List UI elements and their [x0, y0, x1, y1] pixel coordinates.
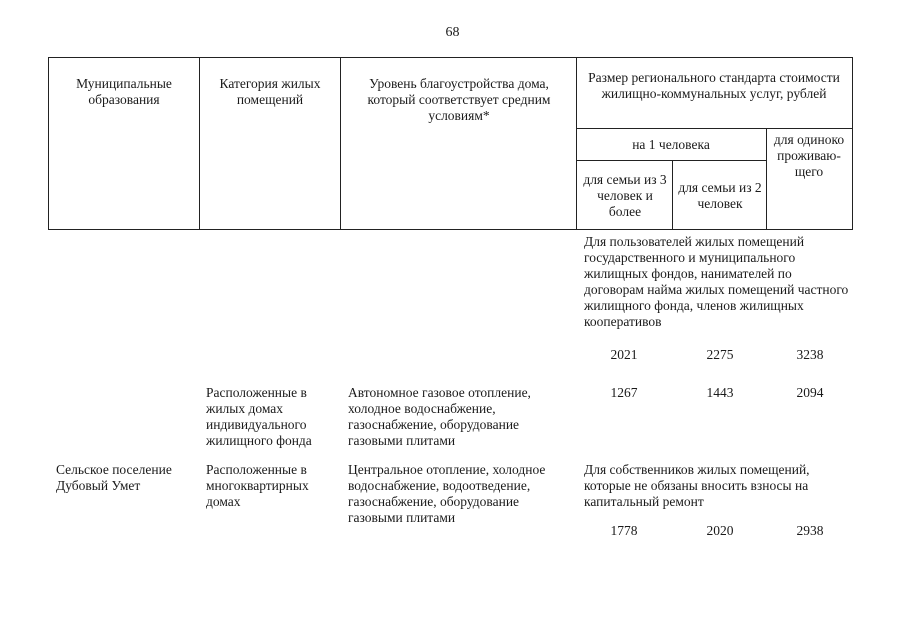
row2-value-family2: 1443	[706, 385, 734, 400]
row3-value-family3: 1778	[610, 523, 638, 538]
row3-municipality: Сельское поселение Дубовый Умет	[56, 462, 172, 493]
row2-category: Расположенные в жилых домах индивидуального жилищного фонда	[206, 385, 312, 448]
border-col2	[199, 57, 200, 230]
row2-value-family3: 1267	[610, 385, 638, 400]
header-family3: для семьи из 3 человек и более	[583, 172, 667, 219]
border-col4	[576, 57, 577, 230]
header-category: Категория жилых помещений	[219, 76, 321, 107]
note-owners: Для собственников жилых помещений, которые не обязаны вносить взносы на капитальный ремонт	[584, 462, 810, 509]
row1-value-single: 3238	[796, 347, 824, 362]
header-bottom-border	[48, 229, 852, 230]
border-right	[852, 57, 853, 230]
header-per-person: на 1 человека	[632, 137, 710, 152]
row2-value-single: 2094	[796, 385, 824, 400]
row3-level: Центральное отопление, холодное водоснабжение, водоотведение, газоснабжение, оборудование газовыми плитами	[348, 462, 546, 525]
row1-value-family2: 2275	[706, 347, 734, 362]
border-left	[48, 57, 49, 230]
header-single: для одиноко проживаю-щего	[773, 132, 845, 179]
border-col5	[672, 160, 673, 230]
note-users: Для пользователей жилых помещений государственного и муниципального жилищных фондов, нанимателей по договорам найма жилых помещений частного жилищного фонда, членов жилищных кооперативов	[584, 234, 849, 329]
row3-value-family2: 2020	[706, 523, 734, 538]
page-number: 68	[445, 25, 460, 40]
row3-value-single: 2938	[796, 523, 824, 538]
header-municipality: Муниципальные образования	[76, 76, 172, 107]
border-col6	[766, 128, 767, 230]
header-level: Уровень благоустройства дома, который соответствует средним условиям*	[367, 76, 551, 123]
row2-level: Автономное газовое отопление, холодное водоснабжение, газоснабжение, оборудование газовыми плитами	[348, 385, 531, 448]
header-top-border	[48, 57, 852, 58]
header-family2: для семьи из 2 человек	[678, 180, 762, 211]
row3-category: Расположенные в многоквартирных домах	[206, 462, 309, 509]
border-col3	[340, 57, 341, 230]
size-divider	[576, 128, 852, 129]
header-size: Размер регионального стандарта стоимости жилищно-коммунальных услуг, рублей	[588, 70, 840, 101]
per-person-divider	[576, 160, 766, 161]
row1-value-family3: 2021	[610, 347, 638, 362]
